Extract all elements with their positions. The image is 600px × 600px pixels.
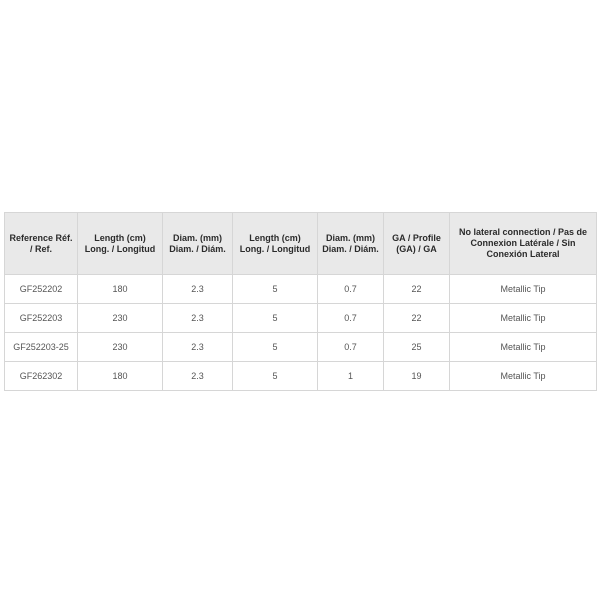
cell-length-2: 5 [233,333,318,362]
cell-length-2: 5 [233,362,318,391]
cell-diameter-2: 0.7 [318,275,384,304]
cell-reference: GF262302 [5,362,78,391]
cell-lateral-connection: Metallic Tip [450,333,597,362]
product-spec-table [4,212,597,391]
header-length-1: Length (cm) Long. / Longitud [78,213,163,275]
cell-diameter-1: 2.3 [163,304,233,333]
table-row [5,362,597,391]
cell-length-1: 180 [78,275,163,304]
cell-diameter-1: 2.3 [163,362,233,391]
table-row [5,304,597,333]
header-gauge: GA / Profile (GA) / GA [384,213,450,275]
table-row [5,275,597,304]
cell-diameter-2: 1 [318,362,384,391]
header-lateral-connection: No lateral connection / Pas de Connexion Latérale / Sin Conexión Lateral [450,213,597,275]
product-spec-table-container [4,212,596,391]
cell-gauge: 22 [384,275,450,304]
cell-gauge: 25 [384,333,450,362]
header-diameter-2: Diam. (mm) Diam. / Diám. [318,213,384,275]
cell-reference: GF252202 [5,275,78,304]
header-diameter-1: Diam. (mm) Diam. / Diám. [163,213,233,275]
cell-gauge: 19 [384,362,450,391]
table-header-row [5,213,597,275]
cell-diameter-2: 0.7 [318,333,384,362]
cell-lateral-connection: Metallic Tip [450,362,597,391]
cell-diameter-1: 2.3 [163,275,233,304]
cell-length-1: 180 [78,362,163,391]
cell-diameter-1: 2.3 [163,333,233,362]
cell-lateral-connection: Metallic Tip [450,304,597,333]
cell-length-1: 230 [78,333,163,362]
cell-length-2: 5 [233,304,318,333]
cell-reference: GF252203 [5,304,78,333]
table-row [5,333,597,362]
cell-gauge: 22 [384,304,450,333]
cell-length-2: 5 [233,275,318,304]
header-length-2: Length (cm) Long. / Longitud [233,213,318,275]
header-reference: Reference Réf. / Ref. [5,213,78,275]
cell-lateral-connection: Metallic Tip [450,275,597,304]
cell-length-1: 230 [78,304,163,333]
cell-reference: GF252203-25 [5,333,78,362]
cell-diameter-2: 0.7 [318,304,384,333]
